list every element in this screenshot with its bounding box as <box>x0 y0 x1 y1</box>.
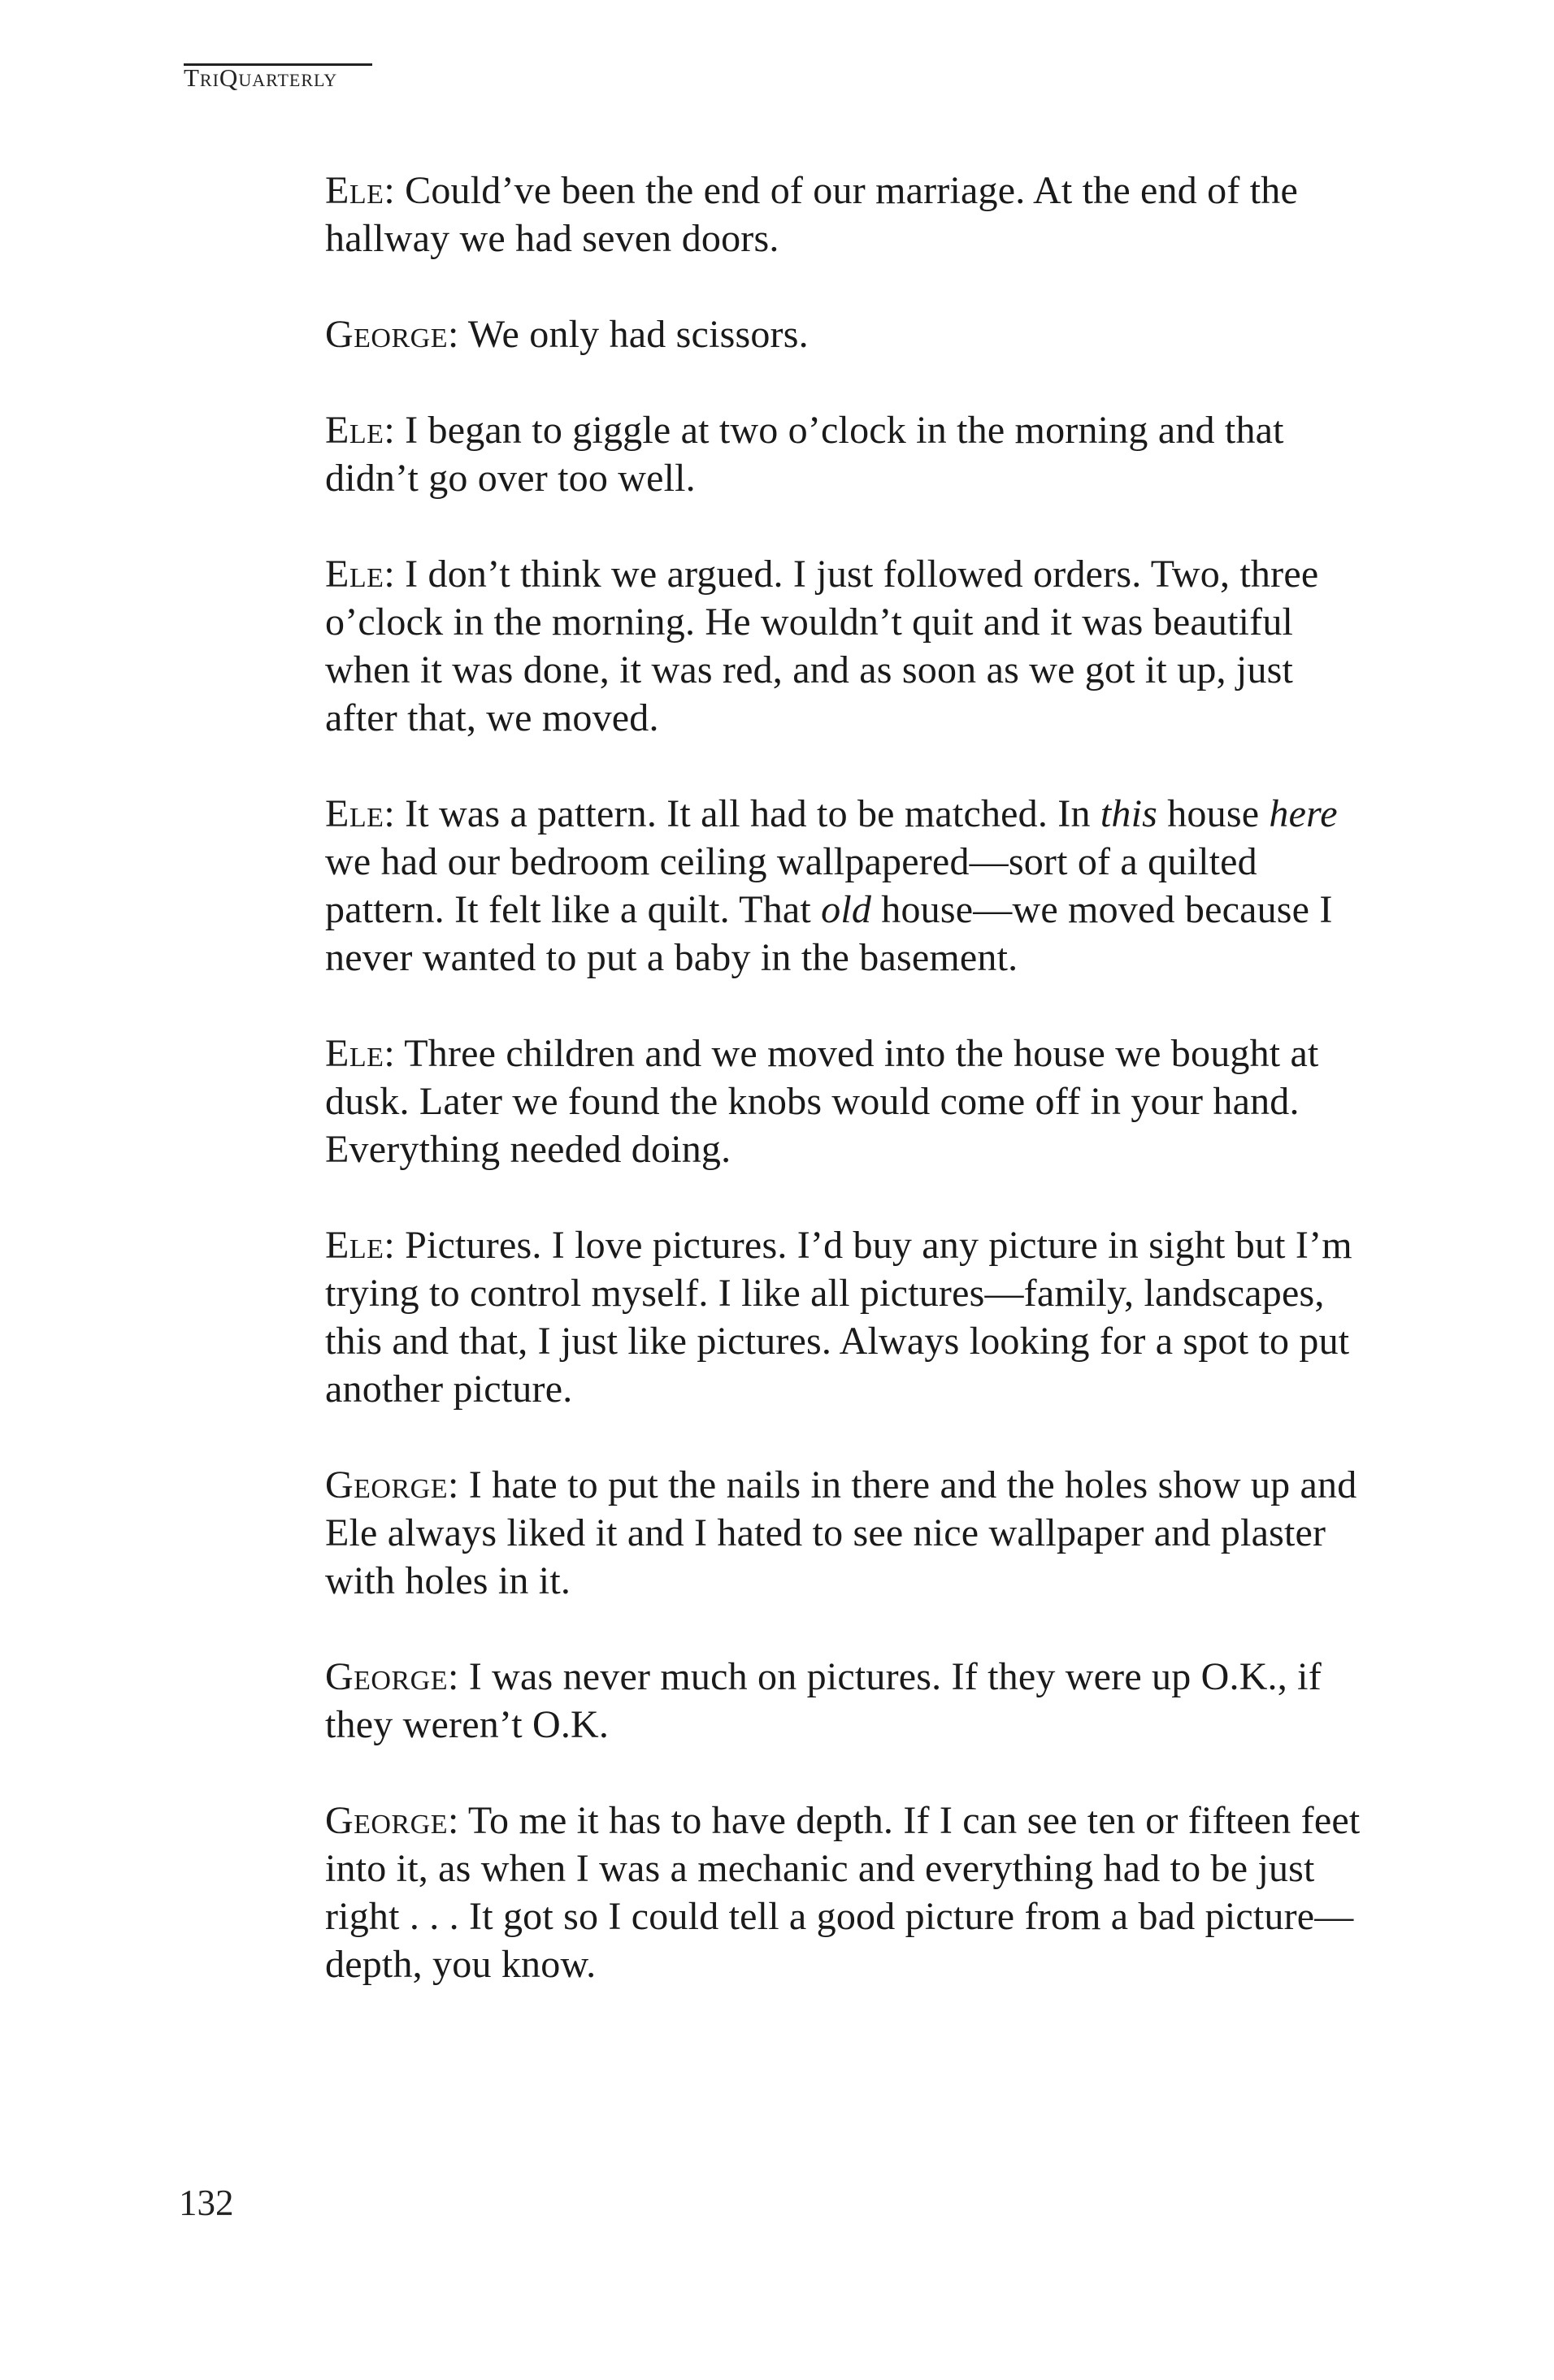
dialogue-paragraph: George: We only had scissors. <box>325 313 809 356</box>
speaker-name: Ele <box>325 1224 384 1267</box>
emphasis: old <box>821 888 872 931</box>
dialogue-line-segment: house <box>1157 792 1270 835</box>
speaker-name: Ele <box>325 409 384 452</box>
dialogue-line-segment: we had our bedroom ceiling wallpapered—sort of a quilted pattern. It felt like a quilt. That <box>325 840 1257 931</box>
dialogue-paragraph: Ele: Three children and we moved into the house we bought at dusk. Later we found the knobs would come off in your hand. Everything needed doing. <box>325 1032 1319 1171</box>
dialogue-line: I don’t think we argued. I just followed orders. Two, three o’clock in the morning. He wouldn’t quit and it was beautiful when it was done, it was red, and as soon as we got it up, just after that, we moved. <box>325 553 1319 739</box>
speaker-name: Ele <box>325 792 384 835</box>
dialogue-line: Three children and we moved into the house we bought at dusk. Later we found the knobs would come off in your hand. Everything needed doing. <box>325 1032 1319 1171</box>
running-head-title: TriQuarterly <box>184 63 338 92</box>
dialogue-line: I was never much on pictures. If they were up O.K., if they weren’t O.K. <box>325 1655 1322 1746</box>
dialogue-text <box>325 167 1370 2036</box>
speaker-name: Ele <box>325 553 384 596</box>
dialogue-line-segment: house—we moved because I never wanted to put a baby in the basement. <box>325 888 1333 979</box>
dialogue-line: I began to giggle at two o’clock in the morning and that didn’t go over too well. <box>325 409 1284 500</box>
dialogue-line: Pictures. I love pictures. I’d buy any picture in sight but I’m trying to control myself. I like all pictures—family, landscapes, this and that, I just like pictures. Always looking for a spot to put another picture. <box>325 1224 1352 1411</box>
dialogue-line: I hate to put the nails in there and the holes show up and Ele always liked it and I hated to see nice wallpaper and plaster with holes in it. <box>325 1463 1357 1602</box>
speaker-name: Ele <box>325 1032 384 1075</box>
dialogue-paragraph: George: I hate to put the nails in there and the holes show up and Ele always liked it and I hated to see nice wallpaper and plaster with holes in it. <box>325 1463 1357 1602</box>
dialogue-line: We only had scissors. <box>467 313 809 356</box>
dialogue-paragraph: Ele: I began to giggle at two o’clock in the morning and that didn’t go over too well. <box>325 409 1284 500</box>
dialogue-paragraph: Ele: Could’ve been the end of our marriage. At the end of the hallway we had seven doors. <box>325 169 1298 260</box>
dialogue-paragraph: George: To me it has to have depth. If I can see ten or fifteen feet into it, as when I was a mechanic and everything had to be just right . . . It got so I could tell a good picture from a bad picture—depth, you know. <box>325 1799 1361 1986</box>
speaker-name: George <box>325 313 448 356</box>
dialogue-paragraph: George: I was never much on pictures. If they were up O.K., if they weren’t O.K. <box>325 1655 1322 1746</box>
speaker-name: Ele <box>325 169 384 212</box>
speaker-name: George <box>325 1655 448 1698</box>
page-number: 132 <box>179 2183 234 2223</box>
dialogue-paragraph: Ele: I don’t think we argued. I just followed orders. Two, three o’clock in the morning. He wouldn’t quit and it was beautiful when it was done, it was red, and as soon as we got it up, just after that, we moved. <box>325 553 1319 739</box>
dialogue-paragraph: Ele: It was a pattern. It all had to be matched. In this house here we had our bedroom ceiling wallpapered—sort of a quilted pattern. It felt like a quilt. That old house—we moved because I never wanted to put a baby in the basement. <box>325 792 1338 979</box>
speaker-name: George <box>325 1799 448 1842</box>
emphasis: here <box>1269 792 1338 835</box>
dialogue-line: Could’ve been the end of our marriage. At the end of the hallway we had seven doors. <box>325 169 1298 260</box>
dialogue-line: To me it has to have depth. If I can see ten or fifteen feet into it, as when I was a mechanic and everything had to be just right . . . It got so I could tell a good picture from a bad picture—depth, you know. <box>325 1799 1361 1986</box>
emphasis: this <box>1100 792 1158 835</box>
speaker-name: George <box>325 1463 448 1506</box>
dialogue-paragraph: Ele: Pictures. I love pictures. I’d buy any picture in sight but I’m trying to control myself. I like all pictures—family, landscapes, this and that, I just like pictures. Always looking for a spot to put another picture. <box>325 1224 1352 1411</box>
dialogue-line-segment: It was a pattern. It all had to be matched. In <box>405 792 1100 835</box>
